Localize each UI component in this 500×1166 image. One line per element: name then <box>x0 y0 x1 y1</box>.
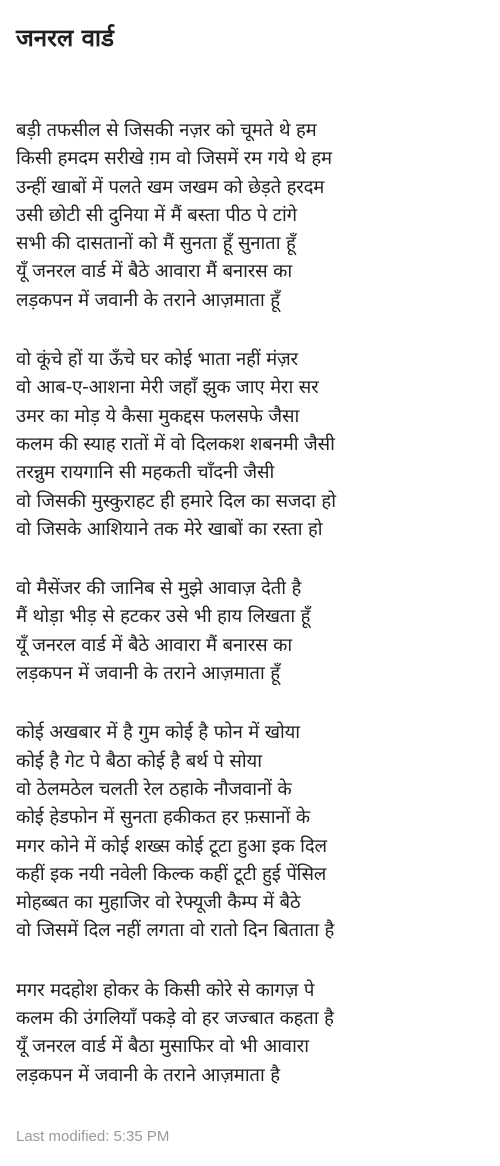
poem-line: मगर मदहोश होकर के किसी कोरे से कागज़ पे <box>16 979 315 1001</box>
poem-line: वो जिसकी मुस्कुराहट ही हमारे दिल का सजदा हो <box>16 490 336 512</box>
poem-line: लड़कपन में जवानी के तराने आज़माता है <box>16 1064 280 1086</box>
poem-line: यूँ जनरल वार्ड में बैठे आवारा मैं बनारस का <box>16 634 292 656</box>
poem-line: तरन्नुम रायगानि सी महकती चाँदनी जैसी <box>16 462 275 484</box>
poem-line: कलम की उंगलियाँ पकड़े वो हर जज्बात कहता है <box>16 1008 334 1030</box>
poem-line: उन्हीं खाबों में पलते खम जखम को छेड़ते हरदम <box>16 176 325 198</box>
stanza <box>16 346 492 544</box>
poem-line: वो कूंचे हों या ऊँचे घर कोई भाता नहीं मंज़र <box>16 349 298 371</box>
poem-line: किसी हमदम सरीखे ग़म वो जिसमें रम गये थे हम <box>16 148 332 170</box>
poem-line: कलम की स्याह रातों में वो दिलकश शबनमी जैसी <box>16 433 335 455</box>
stanza <box>16 977 492 1090</box>
poem-line: कोई है गेट पे बैठा कोई है बर्थ पे सोया <box>16 750 262 772</box>
poem-line: उमर का मोड़ ये कैसा मुकद्दस फलसफे जैसा <box>16 405 300 427</box>
stanza <box>16 575 492 688</box>
poem-line: कोई अखबार में है गुम कोई है फोन में खोया <box>16 722 300 744</box>
poem-line: कहीं इक नयी नवेली किल्क कहीं टूटी हुई पेंसिल <box>16 863 327 885</box>
poem-line: मैं थोड़ा भीड़ से हटकर उसे भी हाय लिखता हूँ <box>16 606 311 628</box>
poem-line: वो मैसेंजर की जानिब से मुझे आवाज़ देती है <box>16 578 302 600</box>
stanza <box>16 117 492 315</box>
poem-line: मोहब्बत का मुहाजिर वो रेफ्यूजी कैम्प में बैठे <box>16 892 301 914</box>
poem-line: लड़कपन में जवानी के तराने आज़माता हूँ <box>16 663 280 685</box>
note-body[interactable] <box>16 117 492 1121</box>
stanza <box>16 719 492 945</box>
poem-line: यूँ जनरल वार्ड में बैठा मुसाफिर वो भी आवारा <box>16 1036 309 1058</box>
poem-line: वो जिसमें दिल नहीं लगता वो रातो दिन बिताता है <box>16 920 335 942</box>
poem-line: यूँ जनरल वार्ड में बैठे आवारा मैं बनारस का <box>16 261 292 283</box>
poem-line: उसी छोटी सी दुनिया में मैं बस्ता पीठ पे टांगे <box>16 204 297 226</box>
poem-line: वो जिसके आशियाने तक मेरे खाबों का रस्ता हो <box>16 518 323 540</box>
note-title: जनरल वार्ड <box>16 24 114 52</box>
poem-line: कोई हेडफोन में सुनता हकीकत हर फ़सानों के <box>16 807 310 829</box>
poem-line: वो आब-ए-आशना मेरी जहाँ झुक जाए मेरा सर <box>16 377 319 399</box>
last-modified-label: Last modified: 5:35 PM <box>16 1128 170 1145</box>
poem-line: लड़कपन में जवानी के तराने आज़माता हूँ <box>16 289 280 311</box>
poem-line: सभी की दासतानों को मैं सुनता हूँ सुनाता हूँ <box>16 233 296 255</box>
poem-line: बड़ी तफसील से जिसकी नज़र को चूमते थे हम <box>16 120 317 141</box>
poem-line: वो ठेलमठेल चलती रेल ठहाके नौजवानों के <box>16 778 292 800</box>
poem-line: मगर कोने में कोई शख्स कोई टूटा हुआ इक दिल <box>16 835 327 857</box>
